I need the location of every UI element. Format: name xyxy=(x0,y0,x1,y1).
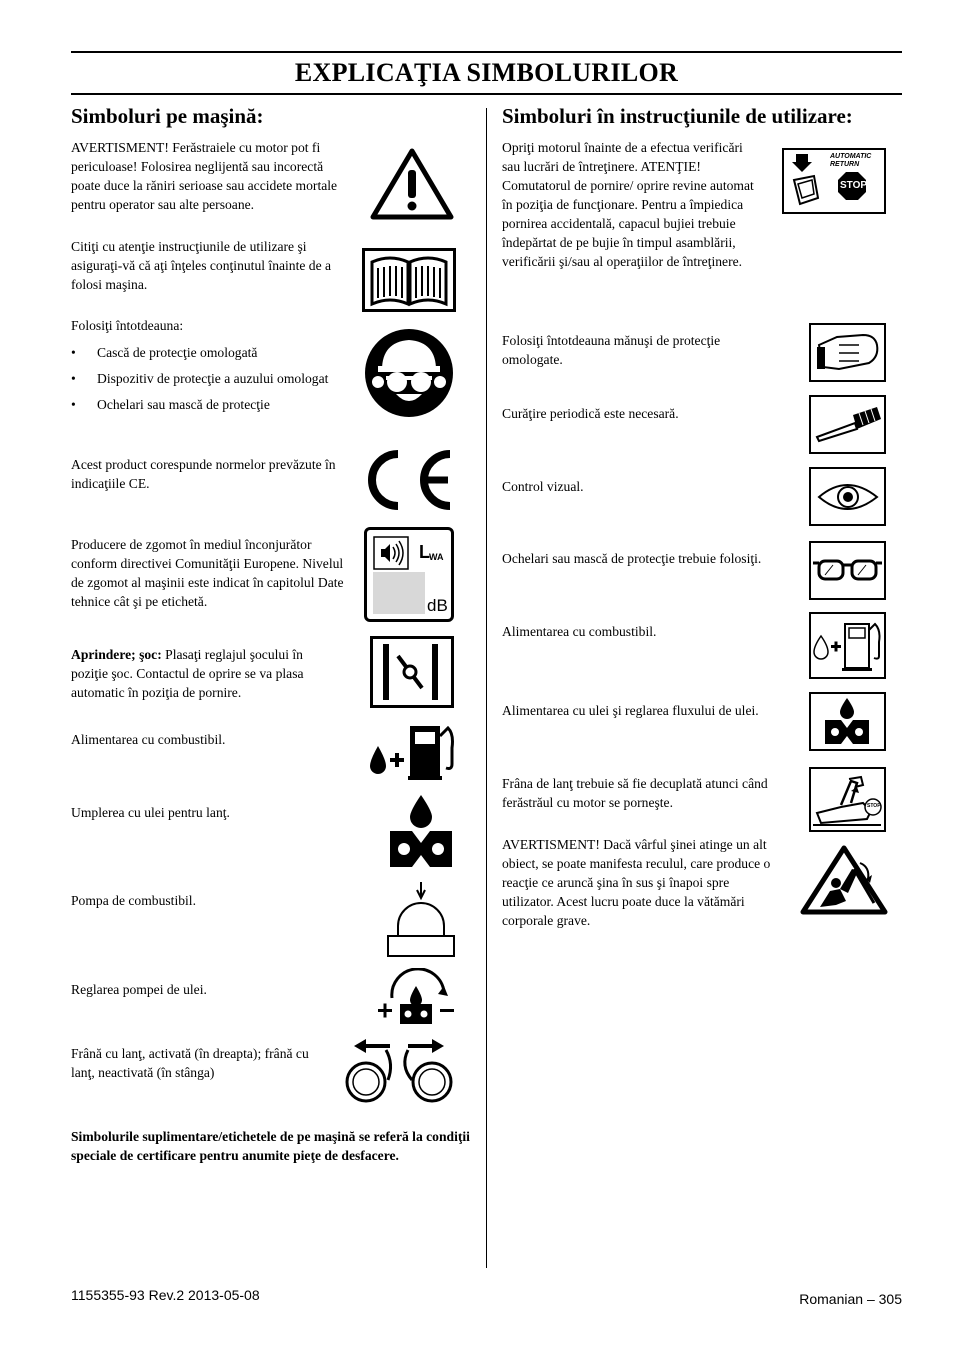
right-item-glasses: Ochelari sau mască de protecţie trebuie folosiţi. xyxy=(502,551,762,566)
left-item-noise: Producere de zgomot în mediul înconjurător conform directivei Comunităţii Europene. Nivelul de zgomot al maşinii este indicat în capitolul Date tehnice cât şi pe etichetă. xyxy=(71,537,344,609)
brake-start-illustration-icon xyxy=(811,769,884,830)
left-item-chain-brake: Frână cu lanţ, activată (în dreapta); frână cu lanţ, neactivată (în stânga) xyxy=(71,1046,309,1080)
left-item-gear: Folosiţi întotdeauna: xyxy=(71,318,184,333)
right-item-kickback: AVERTISMENT! Dacă vârful şinei atinge un alt obiect, se poate manifesta reculul, care produce o reacţie ce aruncă şina în sus şi înapoi spre utilizator. Acest lucru poate duce la vătămări corporale grave. xyxy=(502,837,771,928)
list-item: • Dispozitiv de protecţie a auzului omologat xyxy=(71,369,331,388)
right-item-brake-start: Frâna de lanţ trebuie să fie decuplată atunci când ferăstrăul cu motor se porneşte. xyxy=(502,776,768,810)
return-label: RETURN xyxy=(830,161,860,168)
eye-icon xyxy=(809,467,886,526)
oil-pump-adjust-icon xyxy=(376,968,456,1026)
left-heading: Simboluri pe maşină: xyxy=(71,104,264,128)
noise-value-area xyxy=(373,572,425,614)
speaker-icon xyxy=(373,536,409,570)
stop-switch-icon xyxy=(782,148,886,214)
top-rule xyxy=(71,51,902,53)
document-id: 1155355-93 Rev.2 2013-05-08 xyxy=(71,1287,260,1303)
lwa-label-wa: WA xyxy=(429,552,444,562)
glasses-icon xyxy=(809,541,886,600)
stop-label: STOP xyxy=(840,180,868,191)
list-item: • Cască de protecţie omologată xyxy=(71,343,331,362)
left-item-fuel-pump: Pompa de combustibil. xyxy=(71,893,196,908)
chain-brake-icon xyxy=(342,1036,456,1104)
lwa-label-l: L xyxy=(419,542,430,562)
left-item-choke xyxy=(71,645,341,702)
noise-level-icon xyxy=(364,527,454,622)
db-label: dB xyxy=(427,596,448,615)
list-item: • Ochelari sau mască de protecţie xyxy=(71,395,331,414)
choke-text: Plasaţi reglajul şocului în poziţie şoc. Contactul de oprire se va plasa automatic în poziţia de pornire. xyxy=(71,647,304,700)
fuel-icon xyxy=(809,612,886,679)
chain-oil-icon xyxy=(809,692,886,751)
chain-brake-start-icon xyxy=(809,767,886,832)
stop-label: STOP xyxy=(867,803,881,809)
ce-mark-icon xyxy=(356,446,456,514)
column-divider xyxy=(486,108,487,1268)
gloves-icon xyxy=(809,323,886,382)
brush-icon xyxy=(809,395,886,454)
left-item-chain-oil: Umplerea cu ulei pentru lanţ. xyxy=(71,805,230,820)
manual-book-icon xyxy=(362,248,456,312)
left-item-manual: Citiţi cu atenţie instrucţiunile de utilizare şi asiguraţi-vă că aţi înţeles conţinutul înainte de a folosi maşina. xyxy=(71,239,332,292)
page-number: Romanian – 305 xyxy=(799,1291,902,1307)
fuel-icon xyxy=(368,718,456,780)
right-item-brush: Curăţire periodică este necesară. xyxy=(502,406,679,421)
right-item-gloves: Folosiţi întotdeauna mănuşi de protecţie omologate. xyxy=(502,333,721,367)
left-note: Simbolurile suplimentare/etichetele de pe maşină se referă la condiţii speciale de certificare pentru anumite pieţe de desfacere. xyxy=(71,1129,470,1163)
choke-label: Aprindere; şoc: xyxy=(71,647,162,662)
page-title: EXPLICAŢIA SIMBOLURILOR xyxy=(294,58,679,87)
right-item-fuel: Alimentarea cu combustibil. xyxy=(502,624,657,639)
right-item-stop: Opriţi motorul înainte de a efectua verificări sau lucrări de întreţinere. ATENŢIE! Comutatorul de pornire/ oprire revine automat în poziţia de funcţionare. Pentru a împiedica pornirea accidentală, capacul bujiei trebuie îndepărtat de pe bujie în timpul asamblării, verificării şi/sau al operaţiilor de întreţinere. xyxy=(502,140,754,269)
protective-gear-icon xyxy=(364,328,454,418)
right-item-oil-flow: Alimentarea cu ulei şi reglarea fluxului de ulei. xyxy=(502,703,759,718)
left-item-ce: Acest product corespunde normelor prevăzute în indicaţiile CE. xyxy=(71,457,336,491)
chain-oil-icon xyxy=(388,795,454,867)
right-heading: Simboluri în instrucţiunile de utilizare: xyxy=(502,104,853,128)
left-item-warning: AVERTISMENT! Ferăstraiele cu motor pot fi periculoase! Folosirea neglijentă sau incorectă poate duce la răniri serioase sau accidete mortale pentru operator sau alte persoane. xyxy=(71,140,338,212)
left-item-oil-pump: Reglarea pompei de ulei. xyxy=(71,982,207,997)
left-item-fuel: Alimentarea cu combustibil. xyxy=(71,732,226,747)
fuel-pump-icon xyxy=(386,880,456,958)
automatic-label: AUTOMATIC xyxy=(830,153,872,160)
title-rule xyxy=(71,93,902,95)
right-item-eye: Control vizual. xyxy=(502,479,584,494)
warning-triangle-icon xyxy=(370,148,454,220)
gear-bullet-list xyxy=(71,343,331,421)
choke-icon xyxy=(370,636,454,708)
kickback-warning-icon xyxy=(800,845,888,915)
